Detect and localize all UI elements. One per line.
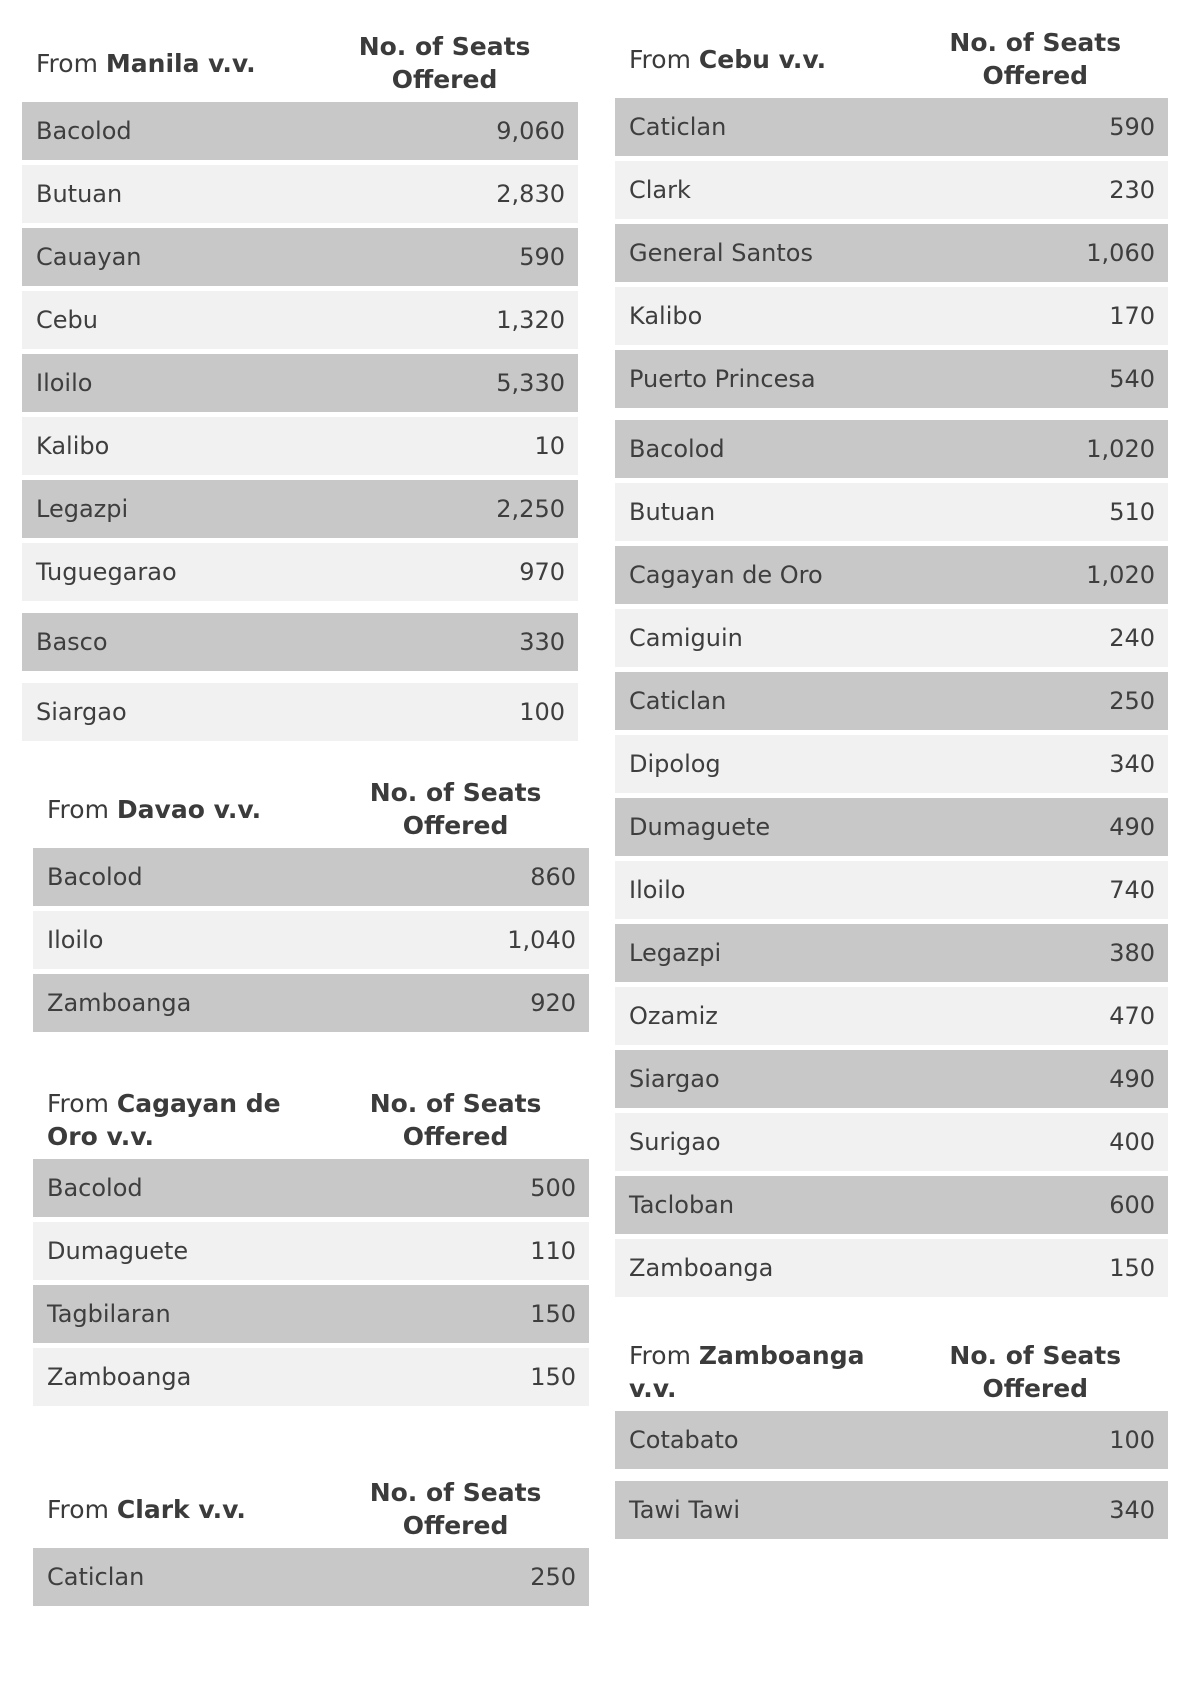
table-row xyxy=(615,350,1168,408)
from-prefix-text: From xyxy=(47,1089,109,1118)
table-row xyxy=(22,102,578,160)
destination-cell: Clark xyxy=(629,176,691,204)
table-from-label xyxy=(615,1339,903,1405)
seats-cell: 2,830 xyxy=(496,180,565,208)
destination-cell: Legazpi xyxy=(36,495,129,523)
table-from-label xyxy=(22,47,311,80)
destination-cell: Cotabato xyxy=(629,1426,739,1454)
table-from-cebu xyxy=(615,26,1168,1297)
seats-offered-header: No. of Seats Offered xyxy=(369,1089,542,1151)
destination-cell: Caticlan xyxy=(629,113,727,141)
seats-cell: 150 xyxy=(530,1363,576,1391)
table-row xyxy=(22,291,578,349)
seats-cell: 250 xyxy=(530,1563,576,1591)
table-header xyxy=(615,26,1168,92)
destination-cell: Tagbilaran xyxy=(47,1300,171,1328)
table-from-label xyxy=(615,43,903,76)
seats-cell: 110 xyxy=(530,1237,576,1265)
seats-cell: 1,060 xyxy=(1086,239,1155,267)
destination-cell: Bacolod xyxy=(629,435,725,463)
table-header xyxy=(615,1339,1168,1405)
from-prefix-text: From xyxy=(36,48,98,78)
table-section xyxy=(33,1159,589,1406)
destination-cell: Butuan xyxy=(36,180,123,208)
seats-cell: 9,060 xyxy=(496,117,565,145)
table-from-manila xyxy=(22,30,578,741)
destination-cell: Bacolod xyxy=(47,1174,143,1202)
from-city-text: Manila v.v. xyxy=(105,48,256,78)
seats-cell: 490 xyxy=(1109,813,1155,841)
from-prefix-text: From xyxy=(47,1494,109,1524)
destination-cell: Cebu xyxy=(36,306,98,334)
table-row xyxy=(33,1348,589,1406)
destination-cell: Caticlan xyxy=(629,687,727,715)
table-row xyxy=(22,354,578,412)
table-section xyxy=(22,102,578,601)
seats-cell: 590 xyxy=(519,243,565,271)
table-section xyxy=(22,683,578,741)
seats-cell: 540 xyxy=(1109,365,1155,393)
seats-cell: 590 xyxy=(1109,113,1155,141)
table-row xyxy=(615,609,1168,667)
destination-cell: Bacolod xyxy=(47,863,143,891)
table-section xyxy=(615,1411,1168,1469)
seats-cell: 1,320 xyxy=(496,306,565,334)
table-section xyxy=(33,1548,589,1606)
seats-cell: 340 xyxy=(1109,750,1155,778)
table-row xyxy=(615,861,1168,919)
destination-cell: Zamboanga xyxy=(47,1363,192,1391)
table-row xyxy=(22,228,578,286)
left-column xyxy=(22,30,578,1611)
destination-cell: Bacolod xyxy=(36,117,132,145)
table-row xyxy=(615,672,1168,730)
table-row xyxy=(615,1113,1168,1171)
from-city-text: Zamboanga v.v. xyxy=(629,1341,865,1403)
destination-cell: General Santos xyxy=(629,239,813,267)
seats-cell: 150 xyxy=(1109,1254,1155,1282)
table-row xyxy=(33,1285,589,1343)
table-from-zamboanga xyxy=(615,1339,1168,1539)
destination-cell: Zamboanga xyxy=(629,1254,774,1282)
table-row xyxy=(22,683,578,741)
destination-cell: Tuguegarao xyxy=(36,558,177,586)
from-prefix-text: From xyxy=(47,794,109,824)
table-row xyxy=(33,1548,589,1606)
destination-cell: Dumaguete xyxy=(629,813,771,841)
seats-cell: 970 xyxy=(519,558,565,586)
table-row xyxy=(33,1222,589,1280)
from-city-text: Davao v.v. xyxy=(116,794,262,824)
table-from-label xyxy=(33,1493,322,1526)
table-row xyxy=(22,613,578,671)
table-row xyxy=(33,1159,589,1217)
table-row xyxy=(615,987,1168,1045)
table-row xyxy=(615,1239,1168,1297)
table-row xyxy=(22,165,578,223)
destination-cell: Dumaguete xyxy=(47,1237,189,1265)
destination-cell: Caticlan xyxy=(47,1563,145,1591)
destination-cell: Basco xyxy=(36,628,108,656)
seats-cell: 400 xyxy=(1109,1128,1155,1156)
table-row xyxy=(615,546,1168,604)
table-row xyxy=(615,924,1168,982)
destination-cell: Cauayan xyxy=(36,243,142,271)
table-row xyxy=(33,974,589,1032)
seats-cell: 500 xyxy=(530,1174,576,1202)
destination-cell: Siargao xyxy=(36,698,127,726)
destination-cell: Zamboanga xyxy=(47,989,192,1017)
from-city-text: Clark v.v. xyxy=(116,1494,246,1524)
seats-cell: 100 xyxy=(1109,1426,1155,1454)
table-header xyxy=(33,1087,589,1153)
seats-cell: 510 xyxy=(1109,498,1155,526)
destination-cell: Tacloban xyxy=(629,1191,735,1219)
seats-offered-header: No. of Seats Offered xyxy=(358,32,531,94)
table-header xyxy=(22,30,578,96)
table-from-label xyxy=(33,1087,322,1153)
destination-cell: Surigao xyxy=(629,1128,721,1156)
seats-cell: 250 xyxy=(1109,687,1155,715)
destination-cell: Butuan xyxy=(629,498,716,526)
seats-cell: 1,020 xyxy=(1086,561,1155,589)
table-row xyxy=(615,420,1168,478)
table-section xyxy=(615,98,1168,408)
table-row xyxy=(33,848,589,906)
table-row xyxy=(615,483,1168,541)
table-row xyxy=(615,98,1168,156)
seats-cell: 920 xyxy=(530,989,576,1017)
table-row xyxy=(22,480,578,538)
table-section xyxy=(615,420,1168,1297)
seats-cell: 380 xyxy=(1109,939,1155,967)
destination-cell: Kalibo xyxy=(36,432,110,460)
table-header xyxy=(33,1476,589,1542)
seats-cell: 600 xyxy=(1109,1191,1155,1219)
from-prefix-text: From xyxy=(629,44,691,74)
table-row xyxy=(615,1176,1168,1234)
table-section xyxy=(22,613,578,671)
destination-cell: Legazpi xyxy=(629,939,722,967)
destination-cell: Camiguin xyxy=(629,624,743,652)
destination-cell: Kalibo xyxy=(629,302,703,330)
table-from-label xyxy=(33,793,322,826)
table-section xyxy=(33,848,589,1032)
from-city-text: Cebu v.v. xyxy=(698,44,827,74)
seats-cell: 150 xyxy=(530,1300,576,1328)
seats-cell: 330 xyxy=(519,628,565,656)
seats-cell: 240 xyxy=(1109,624,1155,652)
table-row xyxy=(615,161,1168,219)
seats-offered-header: No. of Seats Offered xyxy=(369,1478,542,1540)
table-row xyxy=(22,543,578,601)
table-section xyxy=(615,1481,1168,1539)
seats-cell: 10 xyxy=(534,432,565,460)
seats-cell: 470 xyxy=(1109,1002,1155,1030)
seats-cell: 1,040 xyxy=(507,926,576,954)
seats-cell: 170 xyxy=(1109,302,1155,330)
seats-offered-header: No. of Seats Offered xyxy=(949,28,1122,90)
table-from-clark xyxy=(33,1476,589,1606)
seats-cell: 1,020 xyxy=(1086,435,1155,463)
table-row xyxy=(615,287,1168,345)
seats-cell: 490 xyxy=(1109,1065,1155,1093)
right-column xyxy=(615,26,1168,1544)
seats-offered-header: No. of Seats Offered xyxy=(369,778,542,840)
destination-cell: Iloilo xyxy=(47,926,104,954)
destination-cell: Dipolog xyxy=(629,750,721,778)
table-header xyxy=(33,776,589,842)
table-row xyxy=(615,735,1168,793)
table-from-davao xyxy=(33,776,589,1032)
table-row xyxy=(615,1411,1168,1469)
destination-cell: Puerto Princesa xyxy=(629,365,816,393)
destination-cell: Siargao xyxy=(629,1065,720,1093)
table-row xyxy=(615,224,1168,282)
seats-cell: 2,250 xyxy=(496,495,565,523)
table-row xyxy=(615,798,1168,856)
seats-cell: 230 xyxy=(1109,176,1155,204)
seats-cell: 740 xyxy=(1109,876,1155,904)
seats-cell: 100 xyxy=(519,698,565,726)
seats-cell: 340 xyxy=(1109,1496,1155,1524)
table-row xyxy=(615,1050,1168,1108)
table-row xyxy=(22,417,578,475)
from-prefix-text: From xyxy=(629,1341,691,1370)
destination-cell: Iloilo xyxy=(629,876,686,904)
table-from-cagayan-de-oro xyxy=(33,1087,589,1406)
seats-cell: 860 xyxy=(530,863,576,891)
seats-cell: 5,330 xyxy=(496,369,565,397)
seats-offered-header: No. of Seats Offered xyxy=(949,1341,1122,1403)
from-city-text: Cagayan de Oro v.v. xyxy=(47,1089,281,1151)
destination-cell: Ozamiz xyxy=(629,1002,718,1030)
table-row xyxy=(615,1481,1168,1539)
table-row xyxy=(33,911,589,969)
destination-cell: Iloilo xyxy=(36,369,93,397)
destination-cell: Cagayan de Oro xyxy=(629,561,823,589)
destination-cell: Tawi Tawi xyxy=(629,1496,741,1524)
